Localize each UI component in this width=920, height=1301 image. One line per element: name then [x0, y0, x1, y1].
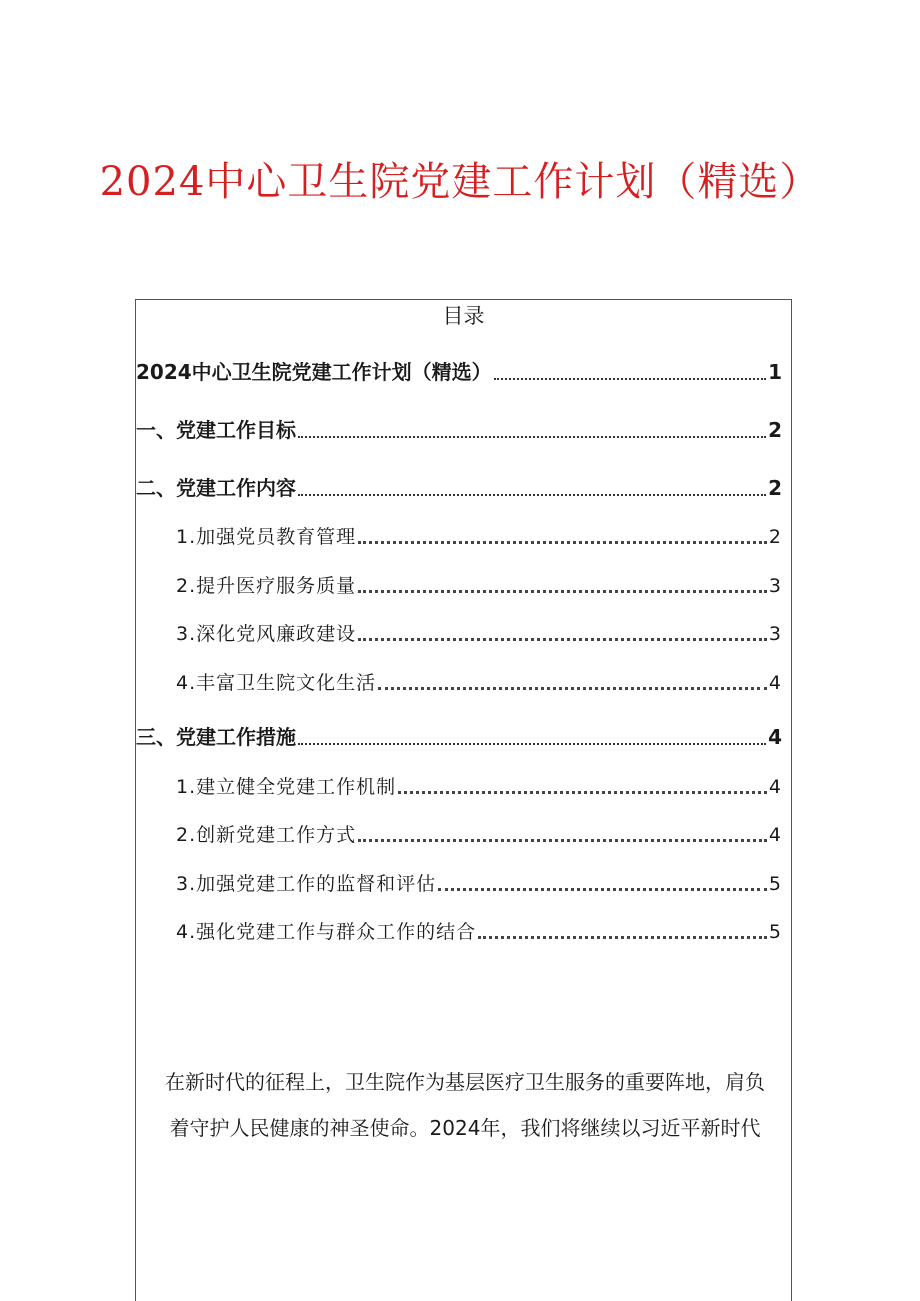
toc-leader — [358, 590, 767, 593]
toc-page-number: 5 — [768, 873, 782, 895]
toc-page-number: 4 — [768, 672, 782, 694]
toc-page-number: 3 — [768, 623, 782, 645]
toc-entry-text: 一、党建工作目标 — [136, 418, 296, 442]
toc-page-number: 2 — [768, 526, 782, 548]
toc-entry-section-1[interactable] — [136, 414, 782, 443]
toc-leader — [438, 888, 767, 891]
toc-entry-text: 2024中心卫生院党建工作计划（精选） — [136, 360, 492, 384]
toc-leader — [298, 743, 766, 745]
toc-entry-text: 4.强化党建工作与群众工作的结合 — [176, 921, 477, 943]
toc-entry-text: 4.丰富卫生院文化生活 — [176, 672, 377, 694]
body-paragraph-line-2: 着守护人民健康的神圣使命。2024年，我们将继续以习近平新时代 — [169, 1116, 761, 1140]
toc-page-number: 5 — [768, 921, 782, 943]
toc-entry-text: 3.加强党建工作的监督和评估 — [176, 873, 437, 895]
toc-page-number: 4 — [768, 824, 782, 846]
toc-entry-section-3[interactable] — [136, 721, 782, 750]
toc-entry-text: 2.提升医疗服务质量 — [176, 575, 357, 597]
toc-entry-2-2[interactable] — [176, 571, 782, 598]
toc-heading: 目录 — [442, 304, 485, 328]
toc-leader — [398, 791, 767, 794]
toc-page-number: 1 — [768, 360, 782, 384]
toc-entry-section-2[interactable] — [136, 472, 782, 501]
toc-leader — [378, 687, 767, 690]
toc-entry-text: 二、党建工作内容 — [136, 476, 296, 500]
toc-entry-2-3[interactable] — [176, 619, 782, 646]
toc-leader — [358, 638, 767, 641]
toc-entry-text: 三、党建工作措施 — [136, 725, 296, 749]
document-title: 2024中心卫生院党建工作计划（精选） — [99, 159, 821, 205]
toc-leader — [358, 839, 767, 842]
toc-leader — [298, 494, 766, 496]
toc-leader — [298, 436, 766, 438]
toc-entry-3-4[interactable] — [176, 917, 782, 944]
toc-page-number: 4 — [768, 725, 782, 749]
toc-leader — [358, 541, 767, 544]
toc-entry-3-2[interactable] — [176, 820, 782, 847]
toc-entry-2-4[interactable] — [176, 668, 782, 695]
toc-page-number: 3 — [768, 575, 782, 597]
toc-entry-text: 1.加强党员教育管理 — [176, 526, 357, 548]
toc-entry-title[interactable] — [136, 356, 782, 385]
toc-entry-text: 2.创新党建工作方式 — [176, 824, 357, 846]
toc-entry-2-1[interactable] — [176, 522, 782, 549]
toc-leader — [494, 378, 766, 380]
toc-page-number: 4 — [768, 776, 782, 798]
toc-entry-text: 1.建立健全党建工作机制 — [176, 776, 397, 798]
toc-leader — [478, 936, 767, 939]
toc-page-number: 2 — [768, 476, 782, 500]
toc-entry-3-3[interactable] — [176, 869, 782, 896]
toc-entry-text: 3.深化党风廉政建设 — [176, 623, 357, 645]
body-paragraph-line-1: 在新时代的征程上，卫生院作为基层医疗卫生服务的重要阵地，肩负 — [165, 1070, 765, 1094]
toc-entry-3-1[interactable] — [176, 772, 782, 799]
toc-page-number: 2 — [768, 418, 782, 442]
